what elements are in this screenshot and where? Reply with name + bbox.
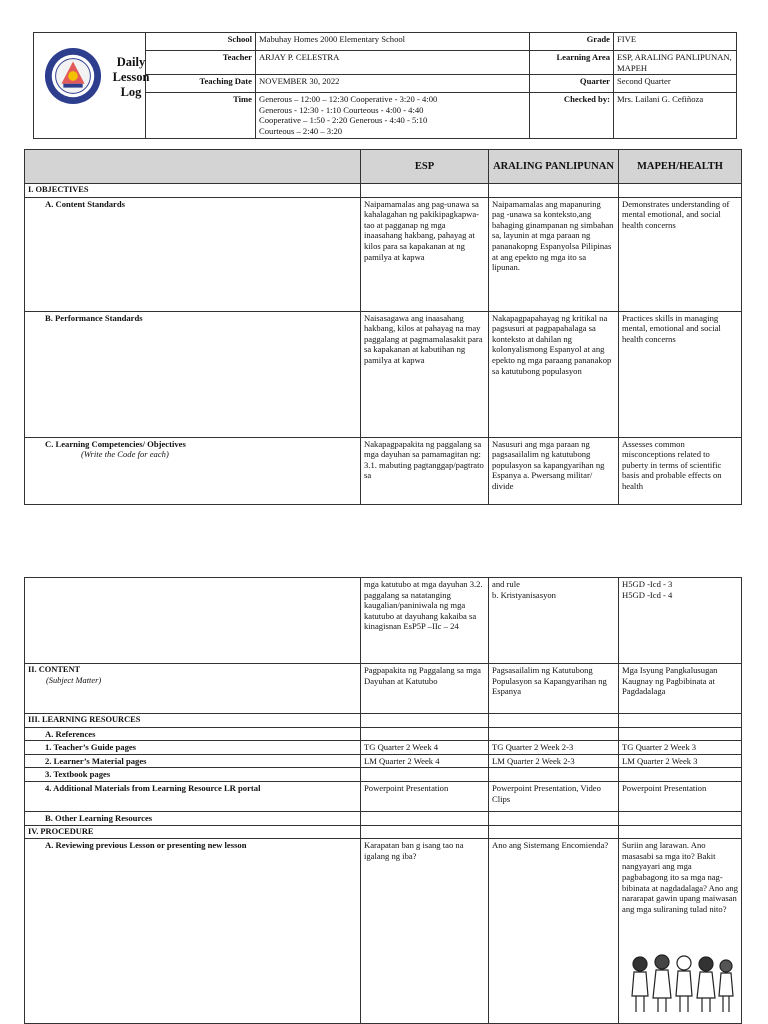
quarter-label: Quarter: [530, 75, 614, 93]
empty-cell: [619, 825, 742, 839]
empty-cell: [361, 825, 489, 839]
empty-cell: [489, 825, 619, 839]
teaching-date-label: Teaching Date: [146, 75, 256, 93]
performance-standards-esp: Naisasagawa ang inaasahang hakbang, kilos at pahayag na may paggalang at pagmamalasakit para sa kapakanan at kabutihan ng pamilya at kapwa: [361, 311, 489, 437]
teachers-guide-ap: TG Quarter 2 Week 2-3: [489, 741, 619, 755]
time-value: Generous – 12:00 – 12:30 Cooperative - 3:20 - 4:00 Generous - 12:30 - 1:10 Courteous - 4:00 - 4:40 Cooperative – 1:50 - 2:20 Generous - 4:40 - 5:10 Courteous – 2:40 – 3:20: [256, 93, 530, 138]
empty-cell: [619, 811, 742, 825]
learning-competencies-ap: Nasusuri ang mga paraan ng pagsasailalim ng katutubong populasyon sa kapangyarihan ng Espanya a. Pwersang militar/ divide: [489, 437, 619, 504]
learning-competencies-note: (Write the Code for each): [81, 449, 169, 460]
content-standards-esp: Naipamamalas ang pag-unawa sa kahalagahan ng pakikipagkapwa-tao at pagganap ng mga inaasahang hakbang, pahayag at kilos para sa kapakanan at ng pamilya at kapwa: [361, 197, 489, 311]
performance-standards-mapeh: Practices skills in managing mental, emotional and social health concerns: [619, 311, 742, 437]
checked-by-label: Checked by:: [530, 93, 614, 138]
empty-cell: [489, 768, 619, 782]
school-value: Mabuhay Homes 2000 Elementary School: [256, 33, 530, 51]
empty-cell: [361, 727, 489, 741]
empty-cell: [361, 768, 489, 782]
learning-competencies-label: [25, 437, 361, 504]
performance-standards-label: B. Performance Standards: [25, 311, 361, 437]
other-resources-label: B. Other Learning Resources: [25, 811, 361, 825]
empty-cell: [619, 714, 742, 728]
column-header-mapeh-health: MAPEH/HEALTH: [619, 150, 742, 184]
lesson-table-page-1: [24, 149, 742, 505]
learners-material-label: 2. Learner’s Material pages: [25, 754, 361, 768]
teenagers-illustration-icon: [626, 952, 736, 1014]
empty-cell: [619, 727, 742, 741]
deped-seal-icon: [44, 47, 102, 105]
references-label: A. References: [25, 727, 361, 741]
content-section: [25, 664, 361, 714]
teachers-guide-label: 1. Teacher’s Guide pages: [25, 741, 361, 755]
reviewing-lesson-esp: Karapatan ban g isang tao na igalang ng iba?: [361, 839, 489, 1024]
column-header-araling-panlipunan: ARALING PANLIPUNAN: [489, 150, 619, 184]
additional-materials-mapeh: Powerpoint Presentation: [619, 781, 742, 811]
empty-cell: [361, 811, 489, 825]
content-title: II. CONTENT: [28, 665, 81, 674]
column-header-esp: ESP: [361, 150, 489, 184]
school-label: School: [146, 33, 256, 51]
time-label: Time: [146, 93, 256, 138]
empty-cell: [619, 184, 742, 198]
teaching-date-value: NOVEMBER 30, 2022: [256, 75, 530, 93]
blank-column-header: [25, 150, 361, 184]
daily-lesson-log-title: [106, 55, 156, 100]
content-note: (Subject Matter): [46, 675, 102, 685]
learners-material-esp: LM Quarter 2 Week 4: [361, 754, 489, 768]
empty-cell: [489, 714, 619, 728]
learning-area-label: Learning Area: [530, 51, 614, 75]
empty-cell: [489, 727, 619, 741]
reviewing-lesson-ap: Ano ang Sistemang Encomienda?: [489, 839, 619, 1024]
procedure-section: IV. PROCEDURE: [25, 825, 361, 839]
empty-cell: [619, 768, 742, 782]
empty-cell: [361, 714, 489, 728]
learning-competencies-esp: Nakapagpapakita ng paggalang sa mga dayuhan sa pamamagitan ng: 3.1. mabuting pagtanggap/pagtrato sa: [361, 437, 489, 504]
learners-material-ap: LM Quarter 2 Week 2-3: [489, 754, 619, 768]
title-line-1: Daily: [116, 55, 146, 69]
learners-material-mapeh: LM Quarter 2 Week 3: [619, 754, 742, 768]
header-table: [33, 32, 737, 139]
empty-cell: [361, 184, 489, 198]
additional-materials-ap: Powerpoint Presentation, Video Clips: [489, 781, 619, 811]
objectives-section: I. OBJECTIVES: [25, 184, 361, 198]
title-line-2: Lesson: [112, 70, 150, 84]
content-esp: Pagpapakita ng Paggalang sa mga Dayuhan at Katutubo: [361, 664, 489, 714]
logo-cell: [34, 33, 150, 139]
content-standards-label: A. Content Standards: [25, 197, 361, 311]
quarter-value: Second Quarter: [614, 75, 737, 93]
competencies-continued-ap: and rule b. Kristyanisasyon: [489, 578, 619, 664]
grade-value: FIVE: [614, 33, 737, 51]
content-standards-ap: Naipamamalas ang mapanuring pag -unawa sa konteksto,ang bahaging ginampanan ng simbahan sa, layunin at mga paraan ng pananakopng Espanyolsa Pilipinas at ang epekto ng mga ito sa lipunan.: [489, 197, 619, 311]
reviewing-lesson-label: A. Reviewing previous Lesson or presenting new lesson: [25, 839, 361, 1024]
textbook-pages-label: 3. Textbook pages: [25, 768, 361, 782]
title-line-3: Log: [120, 85, 142, 99]
additional-materials-label: 4. Additional Materials from Learning Resource LR portal: [25, 781, 361, 811]
teachers-guide-esp: TG Quarter 2 Week 4: [361, 741, 489, 755]
learning-area-value: ESP, ARALING PANLIPUNAN, MAPEH: [614, 51, 737, 75]
learning-resources-section: III. LEARNING RESOURCES: [25, 714, 361, 728]
grade-label: Grade: [530, 33, 614, 51]
empty-cell: [489, 184, 619, 198]
performance-standards-ap: Nakapagpapahayag ng kritikal na pagsusuri at pagpapahalaga sa konteksto at dahilan ng kolonyalismong Espanyol at ang epekto ng mga paraang pananakop sa katutubong populasyon: [489, 311, 619, 437]
content-ap: Pagsasailalim ng Katutubong Populasyon sa Kapangyarihan ng Espanya: [489, 664, 619, 714]
checked-by-value: Mrs. Lailani G. Cefiñoza: [614, 93, 737, 138]
competencies-continued-esp: mga katutubo at mga dayuhan 3.2. paggalang sa natatanging kaugalian/paniniwala ng mga katutubo at dayuhang kakaiba sa kinagisnan EsP5P –IIc – 24: [361, 578, 489, 664]
content-mapeh: Mga Isyung Pangkalusugan Kaugnay ng Pagbibinata at Pagdadalaga: [619, 664, 742, 714]
teacher-label: Teacher: [146, 51, 256, 75]
empty-cell: [25, 578, 361, 664]
teacher-value: ARJAY P. CELESTRA: [256, 51, 530, 75]
empty-cell: [489, 811, 619, 825]
reviewing-lesson-mapeh: Suriin ang larawan. Ano masasabi sa mga ito? Bakit nangyayari ang mga pagbabagong ito sa mga nag-bibinata at nagdadalaga? Ano ang nararapat gawin upang maiwasan ang mga suliraning tulad nito?: [619, 839, 742, 1024]
competencies-continued-mapeh: H5GD -Icd - 3 H5GD -Icd - 4: [619, 578, 742, 664]
content-standards-mapeh: Demonstrates understanding of mental emotional, and social health concerns: [619, 197, 742, 311]
additional-materials-esp: Powerpoint Presentation: [361, 781, 489, 811]
teachers-guide-mapeh: TG Quarter 2 Week 3: [619, 741, 742, 755]
learning-competencies-title: C. Learning Competencies/ Objectives: [45, 438, 186, 449]
learning-competencies-mapeh: Assesses common misconceptions related to puberty in terms of scientific basis and probable effects on health: [619, 437, 742, 504]
